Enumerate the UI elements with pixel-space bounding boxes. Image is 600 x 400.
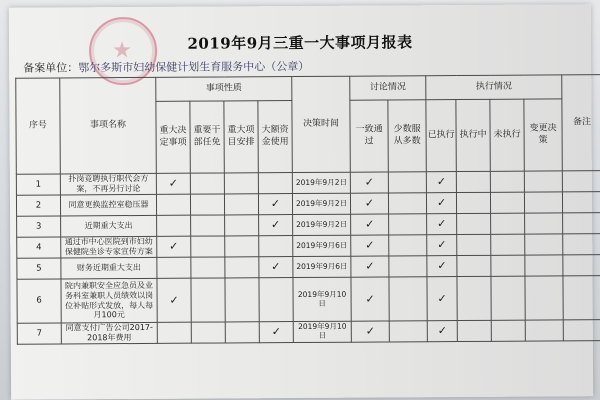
cell-major-decision: ✓ (157, 278, 191, 322)
cell-large-funds: ✓ (259, 322, 293, 343)
header-unanimous: 一致通过 (350, 100, 388, 172)
table-row (17, 276, 600, 324)
cell-majority (388, 193, 426, 214)
cell-large-funds (259, 236, 293, 257)
cell-unanimous: ✓ (351, 256, 389, 277)
table-row (17, 320, 600, 345)
cell-major-project (225, 236, 259, 257)
row-item-name: 通过市中心医院到市妇幼保健院坐诊专家宣传方案 (61, 236, 157, 258)
cell-remarks (563, 276, 600, 320)
row-decision-date: 2019年9月2日 (292, 193, 350, 214)
cell-not-executed (491, 213, 525, 234)
filing-unit-label: 备案单位： (23, 61, 79, 75)
row-item-name: 扑岗竞聘执行职代会方案，不再另行讨论 (60, 173, 156, 195)
cell-executed: ✓ (427, 235, 457, 256)
cell-executing (456, 171, 490, 192)
cell-major-decision (157, 215, 191, 236)
header-major-project: 重大项目安排 (224, 101, 258, 173)
row-seq: 5 (17, 258, 61, 279)
document-sheet (9, 4, 593, 400)
header-decision-time: 决策时间 (292, 76, 351, 172)
cell-large-funds: ✓ (259, 257, 293, 278)
cell-changed-decision (525, 276, 563, 320)
cell-not-executed (491, 276, 525, 320)
cell-remarks (563, 234, 600, 255)
page-title: 2019年9月三重一大事项月报表 (187, 33, 413, 53)
cell-remarks (562, 192, 600, 213)
cell-changed-decision (524, 192, 562, 213)
cell-cadre-appointment (191, 215, 225, 236)
cell-major-project (224, 194, 258, 215)
cell-major-project (225, 215, 259, 236)
cell-changed-decision (525, 213, 563, 234)
cell-majority (388, 172, 426, 193)
cell-large-funds: ✓ (258, 194, 292, 215)
header-major-decision: 重大决定事项 (156, 101, 190, 173)
cell-majority (389, 277, 427, 321)
row-decision-date: 2019年9月2日 (292, 172, 350, 193)
cell-unanimous: ✓ (351, 235, 389, 256)
cell-cadre-appointment (191, 278, 225, 322)
cell-executing (456, 192, 490, 213)
cell-executed: ✓ (426, 193, 456, 214)
cell-executed: ✓ (427, 256, 457, 277)
cell-remarks (563, 320, 600, 341)
cell-not-executed (491, 320, 525, 341)
row-item-name: 近期重大支出 (61, 215, 157, 237)
cell-cadre-appointment (190, 194, 224, 215)
cell-majority (389, 235, 427, 256)
header-majority: 少数服从多数 (388, 100, 426, 172)
cell-large-funds (259, 278, 293, 322)
cell-majority (389, 321, 427, 342)
cell-majority (389, 214, 427, 235)
header-remarks: 备注 (562, 75, 600, 171)
row-seq: 7 (17, 323, 61, 344)
cell-remarks (562, 171, 600, 192)
cell-major-decision: ✓ (156, 173, 190, 194)
cell-cadre-appointment (190, 173, 224, 194)
cell-unanimous: ✓ (351, 277, 389, 321)
cell-major-project (225, 322, 259, 343)
cell-cadre-appointment (191, 322, 225, 343)
header-changed-decision: 变更决策 (524, 99, 562, 171)
header-not-executed: 未执行 (490, 99, 524, 171)
filing-unit (23, 58, 309, 76)
cell-large-funds: ✓ (259, 215, 293, 236)
cell-executed: ✓ (426, 172, 456, 193)
row-seq: 1 (16, 174, 60, 195)
cell-changed-decision (525, 234, 563, 255)
row-item-name: 同意更换监控室稳压器 (60, 194, 156, 216)
row-seq: 4 (17, 237, 61, 258)
header-executing: 执行中 (456, 99, 490, 171)
cell-changed-decision (524, 171, 562, 192)
cell-major-decision (156, 194, 190, 215)
row-item-name: 财务近期重大支出 (61, 257, 157, 279)
header-seq: 序号 (16, 78, 61, 174)
filing-unit-value: 鄂尔多斯市妇幼保健计划生育服务中心（公章） (78, 59, 310, 75)
cell-large-funds (258, 173, 292, 194)
row-decision-date: 2019年9月2日 (293, 214, 351, 235)
row-decision-date: 2019年9月10日 (293, 321, 351, 342)
table-body (16, 171, 600, 345)
header-executed: 已执行 (426, 100, 456, 172)
cell-remarks (563, 213, 600, 234)
cell-major-project (224, 173, 258, 194)
cell-major-project (225, 257, 259, 278)
cell-unanimous: ✓ (351, 321, 389, 342)
cell-executed: ✓ (427, 277, 457, 321)
cell-not-executed (490, 192, 524, 213)
header-cadre-appointment: 重要干部任免 (190, 101, 224, 173)
cell-unanimous: ✓ (351, 214, 389, 235)
cell-changed-decision (525, 255, 563, 276)
cell-unanimous: ✓ (350, 193, 388, 214)
row-seq: 6 (17, 279, 61, 323)
header-execution-group: 执行情况 (426, 75, 562, 100)
cell-cadre-appointment (191, 236, 225, 257)
cell-not-executed (490, 171, 524, 192)
cell-not-executed (491, 234, 525, 255)
cell-not-executed (491, 255, 525, 276)
cell-unanimous: ✓ (350, 172, 388, 193)
row-decision-date: 2019年9月6日 (293, 235, 351, 256)
cell-majority (389, 256, 427, 277)
row-decision-date: 2019年9月10日 (293, 277, 351, 321)
row-item-name: 院内兼职安全应急员及业务科室兼职人员绩效以岗位补贴形式发放，每人每月100元 (61, 278, 157, 323)
row-seq: 3 (17, 216, 61, 237)
cell-major-decision (157, 322, 191, 343)
cell-major-decision: ✓ (157, 236, 191, 257)
row-decision-date: 2019年9月6日 (293, 256, 351, 277)
row-item-name: 同意支付广告公司2017-2018年费用 (61, 322, 157, 344)
header-nature-group: 事项性质 (156, 77, 292, 102)
cell-executing (457, 213, 491, 234)
cell-executed: ✓ (427, 321, 457, 342)
cell-remarks (563, 255, 600, 276)
cell-changed-decision (525, 320, 563, 341)
report-table (15, 74, 600, 345)
cell-executed: ✓ (427, 214, 457, 235)
header-discussion-group: 讨论情况 (350, 76, 426, 100)
cell-cadre-appointment (191, 257, 225, 278)
header-item: 事项名称 (60, 77, 157, 174)
cell-executing (457, 320, 491, 341)
cell-major-decision (157, 257, 191, 278)
cell-major-project (225, 278, 259, 322)
cell-executing (457, 255, 491, 276)
row-seq: 2 (16, 195, 60, 216)
cell-executing (457, 276, 491, 320)
cell-executing (457, 234, 491, 255)
header-large-funds: 大额资金使用 (258, 101, 292, 173)
